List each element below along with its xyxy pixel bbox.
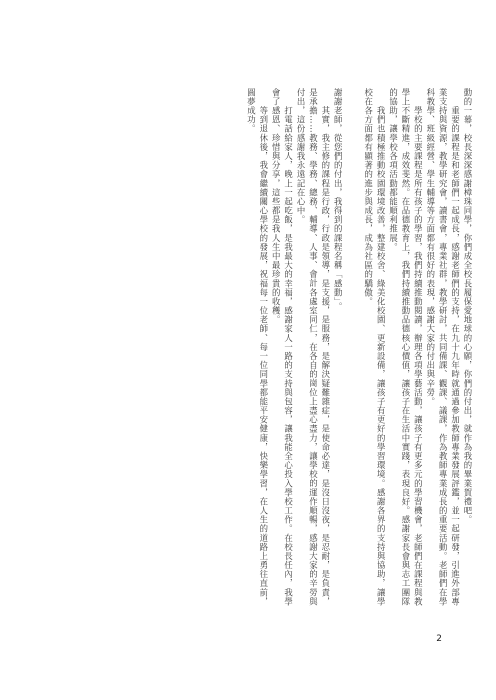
paragraph: 等到退休後，我會繼續關心學校的發展，祝福每一位老師、每一位同學都能平安健康，快樂學習，在人生的道路上勇往直前，圓夢成功。: [246, 88, 269, 607]
paragraph: 謝謝老師，從您們的付出，我得到的課程名稱「感動」。: [333, 88, 344, 312]
right-text-column: [362, 88, 474, 608]
paragraph: 動的一幕，校長深深感謝樟珠同學，你們成全校長履保愛地球的心願，你們的付出，就作為我的畢業賀禮吧。: [463, 88, 473, 525]
paragraph: 重要的課程是和老師們一起成長，感謝老師們的支持，在九十九年時就通過參加教師專業發展評鑑，並一起研發，引進外部專業支持與資源，教學研究會，讀書會，專業社群，教學研討，共同備課、觀課、議課，作為教師專業成長的重要活動。老師們在學科教學、班級經營、學生輔導等方面都有很好的表現，感謝大家的付出與辛勞。: [425, 88, 461, 607]
page-number: 2: [436, 634, 442, 644]
left-text-column: [245, 88, 344, 608]
paragraph: 其實，我主修的課程是行政，行政是領導，是支援，是服務，是解決疑難雜症，是使命必達，是沒日沒夜，是忍耐，是負責，是承擔……教務、學務、總務、輔導、人事、會計各處室同仁，在各自的崗位上盡心盡力，讓學校的運作順暢，感謝大家的辛勞與付出，這份感謝我永遠記在心中。: [296, 88, 331, 607]
paragraph: 我們也積極推動校園環境改善，整建校舍、綠美化校園、更新設備，讓孩子有更好的學習環境。感謝各界的支持與協助，讓學校在各方面都有顯著的進步與成長，成為社區的驕傲。: [363, 88, 387, 607]
paragraph: 打電話給家人，晚上一起吃飯，是我最大的幸福，感謝家人一路的支持與包容，讓我能全心投入學校工作。在校長任內，我學會了感恩、珍惜與分享，這些都是我人生中最珍貴的收穫。: [271, 88, 294, 607]
paragraph: 學校的主要課程是所有孩子的學習，我們持續推動閱讀，辦理各項學藝活動，讓孩子有更多元的學習機會，老師們在課程與教學上不斷精進，成效斐然。在品德教育上，我們持續推動品德核心價值，讓孩子在生活中實踐，表現良好。感謝家長會與志工團隊的協助，讓學校各項活動都能順利推展。: [388, 88, 424, 607]
